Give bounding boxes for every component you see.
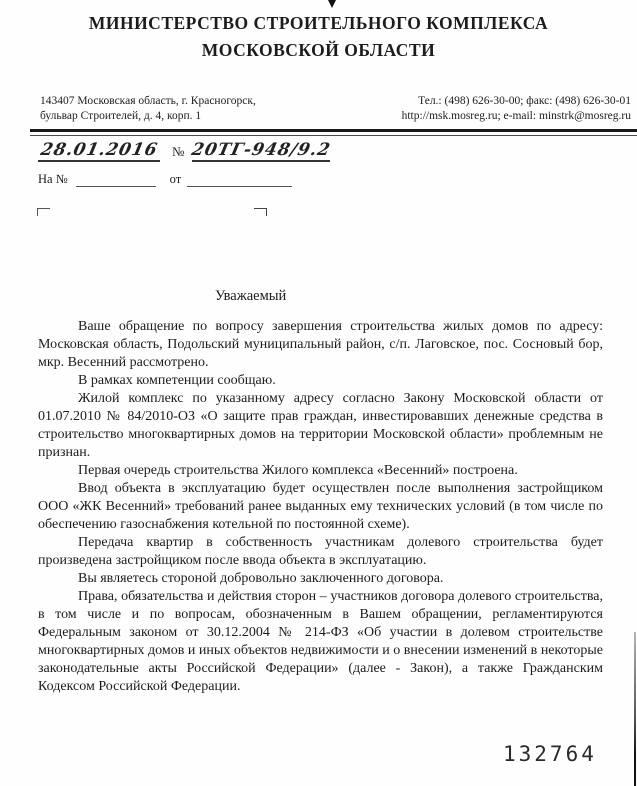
- number-sign-label: №: [172, 144, 185, 159]
- body-paragraph: Права, обязательства и действия сторон – участников договора долевого строительства, в том числе и по вопросам, обозначенным в Вашем обращении, регламентируются Федеральным законом от 30.12.2004 № 214-ФЗ «Об участии в долевом строительстве многоквартирных домов и иных объектов недвижимости и о внесении изменений в некоторые законодательные акты Российской Федерации» (далее - Закон), а также Гражданским Кодексом Российской Федерации.: [38, 589, 603, 694]
- outgoing-date-field: [38, 140, 160, 162]
- sender-address-line2: бульвар Строителей, д. 4, корп. 1: [40, 110, 202, 122]
- reply-reference-row: [38, 172, 292, 187]
- ministry-title-line1: МИНИСТЕРСТВО СТРОИТЕЛЬНОГО КОМПЛЕКСА: [88, 13, 549, 33]
- body-paragraph: Передача квартир в собственность участникам долевого строительства будет произведена застройщиком после ввода объекта в эксплуатацию.: [38, 535, 603, 568]
- body-paragraph: Вы являетесь стороной добровольно заключенного договора.: [78, 571, 444, 586]
- body-paragraph: В рамках компетенции сообщаю.: [78, 373, 276, 388]
- reply-number-blank: [76, 174, 156, 187]
- sender-phone-fax: Тел.: (498) 626-30-00; факс: (498) 626-30-01: [418, 95, 631, 107]
- letterhead-divider-thick: [30, 129, 637, 132]
- sender-address-line1: 143407 Московская область, г. Красногорск,: [40, 95, 256, 107]
- body-paragraph: Ввод объекта в эксплуатацию будет осуществлен после выполнения застройщиком ООО «ЖК Весенний» требований ранее выданных ему технических условий (в том числе по обеспечению газоснабжения котельной по постоянной схеме).: [38, 481, 603, 532]
- reply-number-label: На №: [38, 172, 68, 186]
- body-paragraph: Первая очередь строительства Жилого комплекса «Весенний» построена.: [78, 463, 518, 478]
- body-paragraph: Жилой комплекс по указанному адресу согласно Закону Московской области от 01.07.2010 № 84/2010-ОЗ «О защите прав граждан, инвестировавших денежные средства в строительство многоквартирных домов на территории Московской области» проблемным не признан.: [38, 391, 603, 460]
- outgoing-date-handwritten: 28.01.2016: [38, 140, 160, 160]
- sender-address: [40, 94, 256, 124]
- fold-mark-icon: [328, 0, 336, 8]
- reply-date-blank: [187, 174, 292, 187]
- reply-date-label: от: [169, 172, 182, 186]
- letterhead-divider-thin: [30, 135, 637, 136]
- sender-web-email: http://msk.mosreg.ru; e-mail: minstrk@mosreg.ru: [401, 110, 631, 122]
- registration-stamp-number: 132764: [503, 742, 597, 766]
- addressee-corner-right-icon: [254, 208, 267, 216]
- outgoing-number-handwritten: 20ТГ-948/9.2: [190, 140, 333, 160]
- sender-contacts: [402, 94, 631, 124]
- outgoing-reference-row: [38, 140, 333, 162]
- ministry-title: [0, 10, 637, 64]
- scan-edge-artifact: [634, 632, 636, 786]
- ministry-title-line2: МОСКОВСКОЙ ОБЛАСТИ: [201, 40, 436, 60]
- letterhead-info-row: [40, 94, 631, 124]
- letter-body: [38, 318, 603, 696]
- addressee-corner-left-icon: [37, 208, 50, 216]
- body-paragraph: Ваше обращение по вопросу завершения строительства жилых домов по адресу: Московская область, Подольский муниципальный район, с/п. Лаговское, пос. Сосновый бор, мкр. Весенний рассмотрено.: [38, 319, 603, 370]
- salutation: Уважаемый: [215, 288, 287, 304]
- outgoing-number-field: [190, 140, 333, 162]
